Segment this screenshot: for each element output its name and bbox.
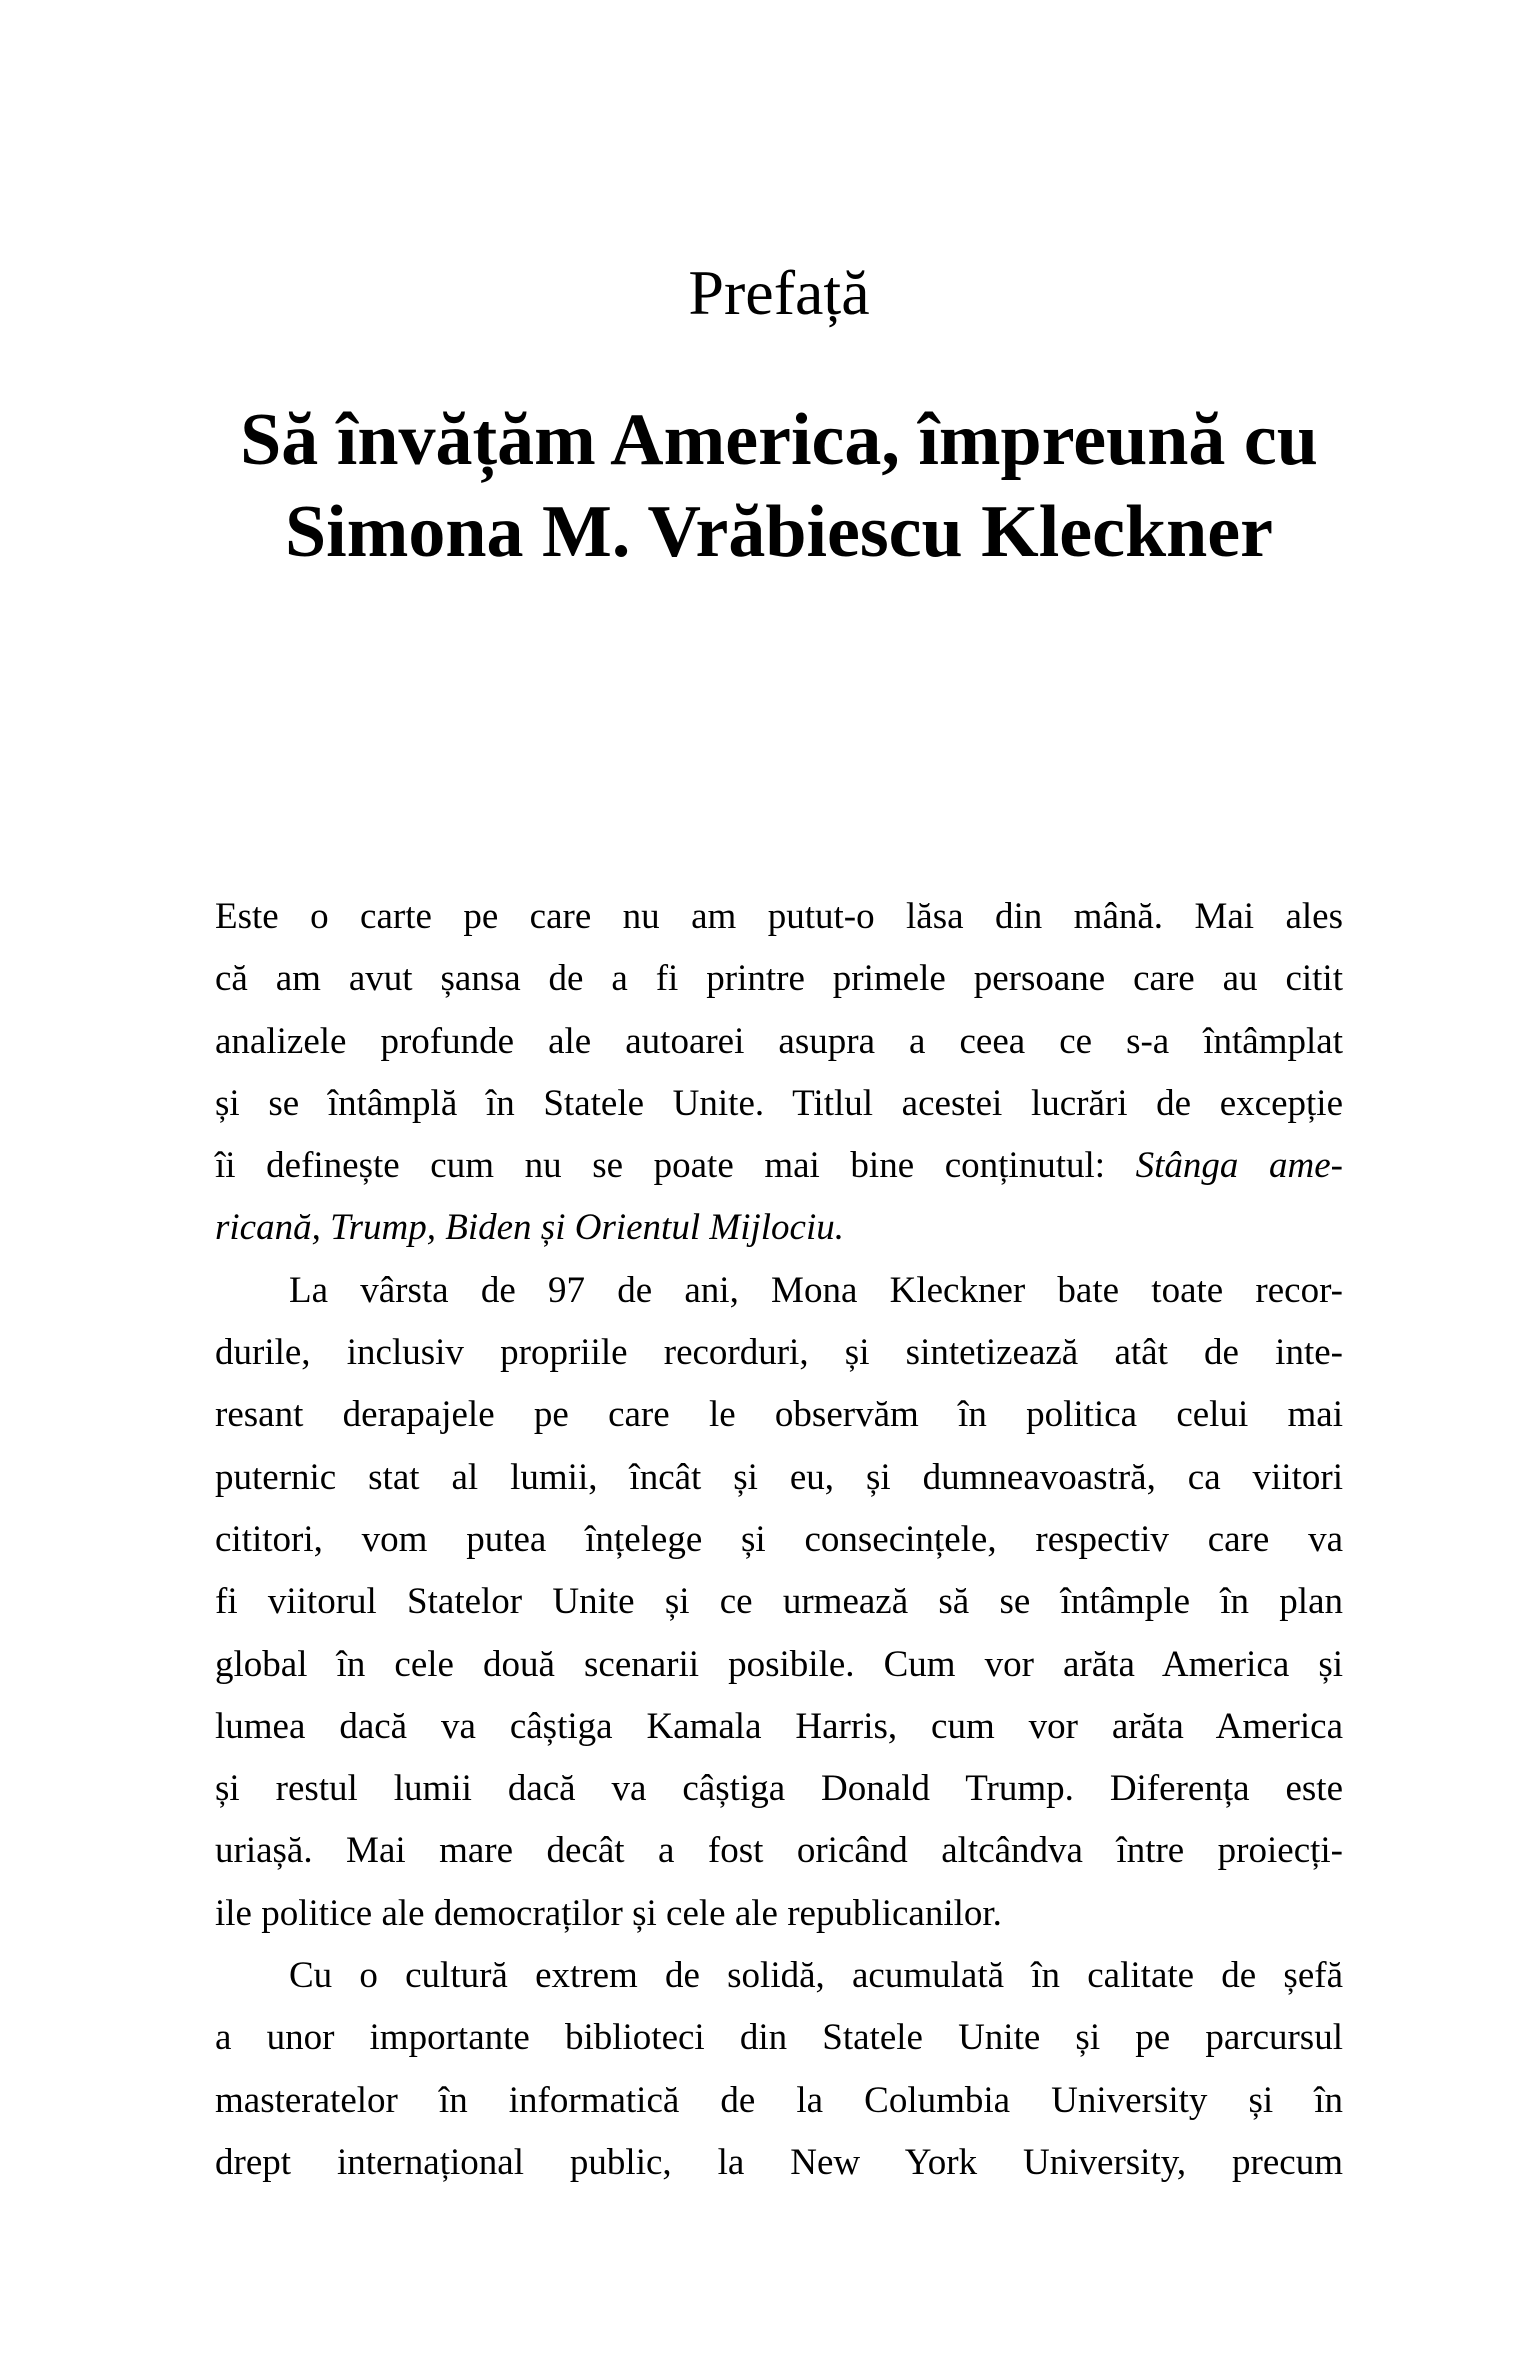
body-text	[215, 886, 1343, 2194]
body-line	[215, 2070, 1343, 2132]
body-text-segment: analizele profunde ale autoarei asupra a ceea ce s-a întâmplat	[215, 1020, 1343, 1062]
body-text-segment: durile, inclusiv propriile recorduri, și sintetizează atât de inte-	[215, 1332, 1343, 1374]
body-text-segment: a unor importante biblioteci din Statele Unite și pe parcursul	[215, 2017, 1343, 2059]
body-text-segment: drept internațional public, la New York University, precum	[215, 2141, 1343, 2183]
body-line	[215, 1945, 1343, 2007]
body-text-segment: puternic stat al lumii, încât și eu, și dumneavoastră, ca viitori	[215, 1456, 1343, 1498]
body-text-segment: că am avut șansa de a fi printre primele persoane care au citit	[215, 958, 1343, 1000]
body-line	[215, 1260, 1343, 1322]
book-title-italic: ricană, Trump, Biden și Orientul Mijlociu.	[215, 1207, 844, 1249]
body-text-segment: cititori, vom putea înțelege și consecințele, respectiv care va	[215, 1518, 1343, 1560]
body-line	[215, 1758, 1343, 1820]
book-title-italic: Stânga ame-	[1135, 1145, 1343, 1187]
preface-kicker: Prefață	[688, 257, 870, 328]
body-line	[215, 1696, 1343, 1758]
preface-title	[215, 394, 1343, 578]
body-line	[215, 948, 1343, 1010]
body-line	[215, 1571, 1343, 1633]
body-line	[215, 1509, 1343, 1571]
body-line	[215, 1011, 1343, 1073]
body-line	[215, 1135, 1343, 1197]
body-line	[215, 1384, 1343, 1446]
body-line	[215, 2132, 1343, 2194]
preface-title-line-1: Să învățăm America, împreună cu	[240, 399, 1318, 481]
body-text-segment: uriașă. Mai mare decât a fost oricând altcândva între proiecți-	[215, 1830, 1343, 1872]
body-text-segment: ile politice ale democraților și cele ale republicanilor.	[215, 1892, 1002, 1934]
body-line	[215, 1634, 1343, 1696]
body-line	[215, 1322, 1343, 1384]
body-text-segment: fi viitorul Statelor Unite și ce urmează să se întâmple în plan	[215, 1581, 1343, 1623]
body-text-segment: La vârsta de 97 de ani, Mona Kleckner bate toate recor-	[289, 1269, 1343, 1311]
body-line	[215, 886, 1343, 948]
body-line	[215, 1820, 1343, 1882]
body-text-segment: masteratelor în informatică de la Columbia University și în	[215, 2079, 1343, 2121]
paragraph	[215, 886, 1343, 1260]
body-line	[215, 1447, 1343, 1509]
preface-title-line-2: Simona M. Vrăbiescu Kleckner	[285, 491, 1273, 573]
body-text-segment: îi definește cum nu se poate mai bine conținutul:	[215, 1145, 1136, 1187]
body-text-segment: și se întâmplă în Statele Unite. Titlul acestei lucrări de excepție	[215, 1082, 1343, 1124]
body-text-segment: Cu o cultură extrem de solidă, acumulată în calitate de șefă	[289, 1955, 1343, 1997]
body-line	[215, 1883, 1343, 1945]
body-text-segment: și restul lumii dacă va câștiga Donald Trump. Diferența este	[215, 1768, 1343, 1810]
body-text-segment: Este o carte pe care nu am putut-o lăsa din mână. Mai ales	[215, 896, 1343, 937]
body-text-segment: lumea dacă va câștiga Kamala Harris, cum vor arăta America	[215, 1705, 1343, 1747]
body-line	[215, 1073, 1343, 1135]
body-text-segment: resant derapajele pe care le observăm în politica celui mai	[215, 1394, 1343, 1436]
body-line	[215, 2007, 1343, 2069]
paragraph	[215, 1260, 1343, 1945]
body-text-segment: global în cele două scenarii posibile. Cum vor arăta America și	[215, 1643, 1343, 1685]
paragraph	[215, 1945, 1343, 2194]
body-line	[215, 1197, 1343, 1259]
